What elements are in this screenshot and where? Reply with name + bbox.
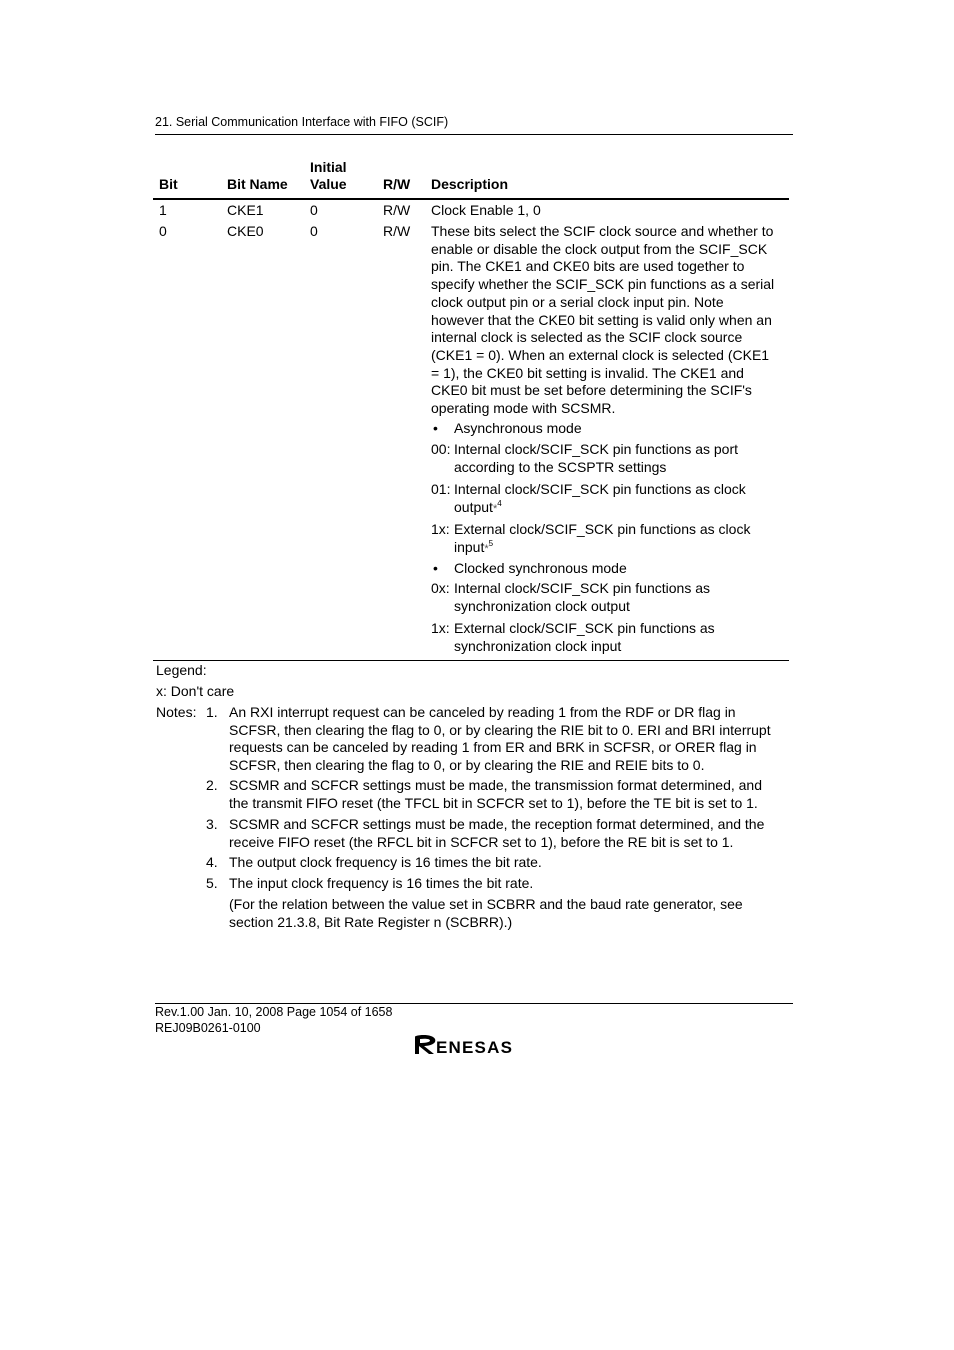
description-line: These bits select the SCIF clock source and whether to [431, 223, 774, 239]
description-line: internal clock is selected as the SCIF clock source [431, 329, 743, 346]
note-line: the transmit FIFO reset (the TFCL bit in SCFCR set to 1), before the TE bit is set to 1. [229, 794, 758, 811]
description-line: pin. The CKE1 and CKE0 bits are used together to [431, 258, 745, 275]
note-line: An RXI interrupt request can be canceled by reading 1 from the RDF or DR flag in [229, 704, 736, 720]
renesas-logo [413, 1034, 533, 1061]
note-2 [229, 777, 791, 812]
note-extra [229, 896, 791, 931]
row2-bit: 0 [159, 223, 167, 239]
footer-revision: Rev.1.00 Jan. 10, 2008 Page 1054 of 1658 [155, 1005, 393, 1019]
bullet-icon: • [433, 420, 438, 436]
description-line: clock output pin or a serial clock input pin. Note [431, 293, 724, 310]
description-line: = 1), the CKE0 bit setting is invalid. The CKE1 and [431, 364, 744, 381]
note-number: 3. [206, 816, 218, 832]
footer-doc-number: REJ09B0261-0100 [155, 1021, 261, 1035]
note-line: SCFSR, then clearing the flag to 0, or by clearing the RIE and REIE bits to 0. [229, 757, 705, 774]
mode-text: Internal clock/SCIF_SCK pin functions as port [454, 441, 739, 457]
col-header-description: Description [431, 176, 509, 192]
legend-title: Legend: [156, 662, 207, 678]
col-header-rw: R/W [383, 176, 411, 192]
table-header-rule [153, 198, 789, 200]
description-line: specify whether the SCIF_SCK pin functions as a serial [431, 276, 775, 293]
note-line: requests can be canceled by reading 1 from ER and BRK in SCFSR, or ORER flag in [229, 739, 757, 756]
note-number: 2. [206, 777, 218, 793]
note-4 [229, 854, 791, 872]
row2-bit-name: CKE0 [227, 223, 264, 239]
footnote-mark: * [484, 542, 489, 555]
description-line: (CKE1 = 0). When an external clock is selected (CKE1 [431, 346, 770, 363]
mode-text-cont: according to the SCSPTR settings [454, 458, 667, 475]
sync-item-0x [431, 580, 791, 615]
description-line: however that the CKE0 bit setting is valid only when an [431, 311, 772, 328]
col-header-value: Value [310, 176, 347, 192]
mode-text-cont: synchronization clock output [454, 597, 630, 614]
row1-bit-name: CKE1 [227, 202, 264, 218]
mode-text: Internal clock/SCIF_SCK pin functions as [454, 580, 711, 596]
description-line: CKE0 bit must be set before determining the SCIF's [431, 382, 752, 399]
note-line: receive FIFO reset (the RFCL bit in SCFCR set to 1), before the RE bit is set to 1. [229, 833, 734, 850]
mode-text: Internal clock/SCIF_SCK pin functions as clock [454, 481, 746, 497]
footnote-mark: * [492, 502, 498, 515]
renesas-logo-icon [413, 1034, 533, 1056]
async-item-1x [431, 521, 791, 558]
note-line: SCSMR and SCFCR settings must be made, the transmission format determined, and [229, 777, 762, 793]
mode-key: 0x: [431, 580, 450, 596]
async-item-00 [431, 441, 791, 476]
note-3 [229, 816, 791, 851]
footnote-ref: 5 [488, 538, 494, 548]
running-header: 21. Serial Communication Interface with FIFO (SCIF) [155, 115, 449, 129]
svg-text:ENESAS: ENESAS [436, 1038, 514, 1056]
row1-bit: 1 [159, 202, 167, 218]
note-line: (For the relation between the value set in SCBRR and the baud rate generator, see [229, 896, 743, 912]
footnote-ref: 4 [497, 498, 502, 508]
sync-mode-heading [431, 560, 627, 578]
col-header-bit: Bit [159, 176, 178, 192]
row2-rw: R/W [383, 223, 411, 239]
note-1 [229, 704, 791, 775]
footer-rule [155, 1003, 793, 1004]
col-header-initial: Initial [310, 159, 347, 175]
row1-initial: 0 [310, 202, 318, 218]
notes-label: Notes: [156, 704, 197, 720]
bullet-icon: • [433, 560, 438, 576]
note-number: 4. [206, 854, 218, 870]
mode-text-cont: input [454, 538, 485, 555]
sync-mode-title: Clocked synchronous mode [454, 560, 627, 576]
mode-key: 00: [431, 441, 451, 457]
col-header-bit-name: Bit Name [227, 176, 288, 192]
async-mode-title: Asynchronous mode [454, 420, 582, 436]
mode-key: 1x: [431, 620, 450, 636]
note-number: 1. [206, 704, 218, 720]
note-number: 5. [206, 875, 218, 891]
mode-key: 01: [431, 481, 451, 497]
sync-item-1x [431, 620, 791, 655]
description-line: enable or disable the clock output from the SCIF_SCK [431, 240, 768, 257]
note-line: The output clock frequency is 16 times the bit rate. [229, 854, 542, 870]
note-line: SCSMR and SCFCR settings must be made, the reception format determined, and the [229, 816, 765, 832]
row2-description [431, 223, 791, 418]
note-line: SCFSR, then clearing the flag to 0, or by clearing the RIE bit to 0. ERI and BRI interrupt [229, 721, 771, 738]
mode-text: External clock/SCIF_SCK pin functions as [454, 620, 715, 636]
header-rule [155, 134, 793, 135]
note-5 [229, 875, 791, 893]
description-line: operating mode with SCSMR. [431, 400, 616, 417]
mode-text-cont: synchronization clock input [454, 637, 622, 654]
table-bottom-rule [153, 660, 789, 661]
row2-initial: 0 [310, 223, 318, 239]
async-mode-heading [431, 420, 582, 438]
mode-text: External clock/SCIF_SCK pin functions as clock [454, 521, 751, 537]
note-line: The input clock frequency is 16 times the bit rate. [229, 875, 534, 891]
row1-rw: R/W [383, 202, 411, 218]
async-item-01 [431, 481, 791, 518]
legend-item: x: Don't care [156, 683, 235, 699]
mode-text-cont: output [454, 498, 493, 515]
mode-key: 1x: [431, 521, 450, 537]
row1-description: Clock Enable 1, 0 [431, 202, 541, 218]
note-line: section 21.3.8, Bit Rate Register n (SCBRR).) [229, 913, 513, 930]
